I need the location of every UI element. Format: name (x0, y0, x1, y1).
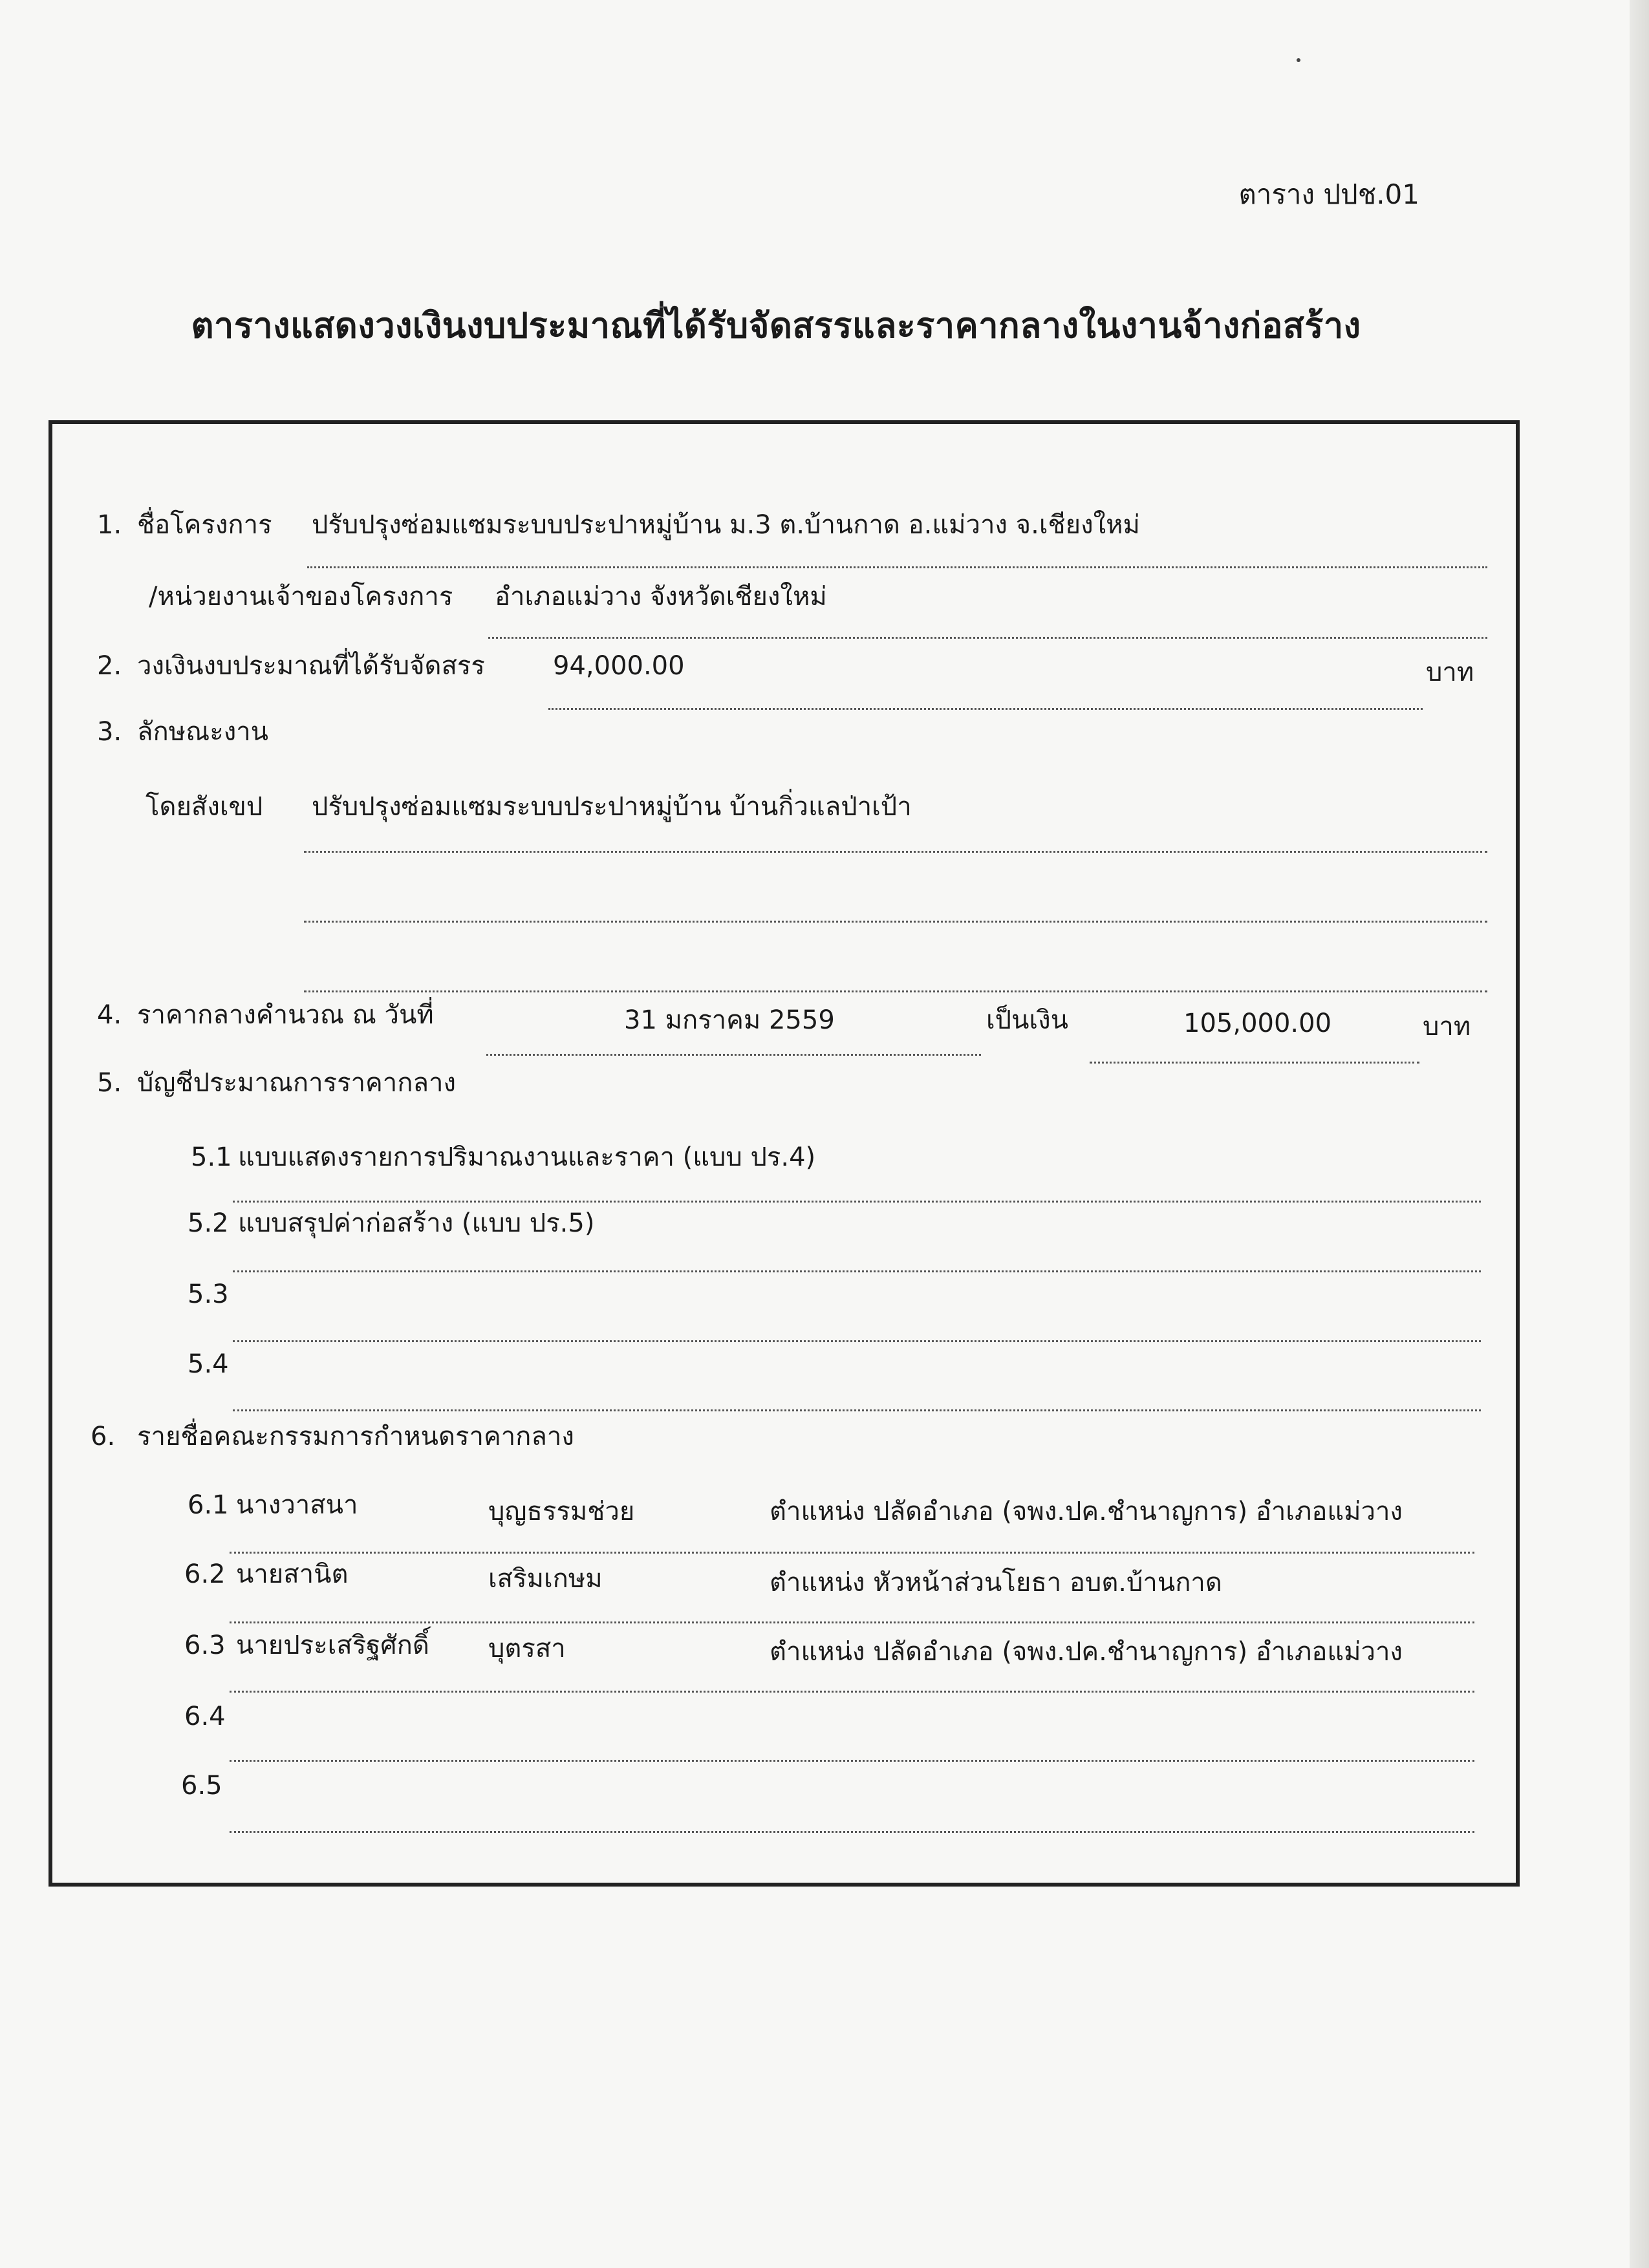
committee-last-name: บุตรสา (488, 1634, 566, 1664)
section3-label: ลักษณะงาน (137, 717, 269, 747)
bill-item-number: 5.3 (188, 1279, 229, 1309)
section1-label: ชื่อโครงการ (137, 510, 272, 540)
bill-item-text: แบบแสดงรายการปริมาณงานและราคา (แบบ ปร.4) (238, 1142, 816, 1172)
owner-value: อำเภอแม่วาง จังหวัดเชียงใหม่ (495, 582, 827, 612)
section6-label: รายชื่อคณะกรรมการกำหนดราคากลาง (137, 1422, 574, 1451)
summary-line-2 (304, 921, 1487, 923)
section3-number: 3. (97, 717, 122, 747)
committee-number: 6.3 (184, 1631, 226, 1660)
form-id: ตาราง ปปช.01 (1238, 178, 1419, 210)
bill-item-text: แบบสรุปค่าก่อสร้าง (แบบ ปร.5) (238, 1208, 595, 1238)
committee-number: 6.4 (184, 1702, 226, 1731)
committee-first-name: นายประเสริฐศักดิ์ (236, 1631, 429, 1660)
section5-number: 5. (97, 1068, 122, 1098)
paper-speck (1297, 58, 1300, 62)
committee-line (230, 1691, 1474, 1693)
section4-number: 4. (97, 1000, 122, 1030)
bill-item-number: 5.4 (188, 1349, 229, 1379)
budget-line (548, 708, 1423, 710)
median-price-date: 31 มกราคม 2559 (624, 1005, 835, 1035)
amount-label: เป็นเงิน (986, 1005, 1068, 1035)
summary-label: โดยสังเขป (146, 792, 263, 822)
committee-line (230, 1621, 1474, 1623)
summary-line-3 (304, 990, 1487, 992)
summary-value: ปรับปรุงซ่อมแซมระบบประปาหมู่บ้าน บ้านกิ่วแลป่าเป้า (312, 792, 912, 822)
section1-number: 1. (97, 510, 122, 540)
owner-label: /หน่วยงานเจ้าของโครงการ (149, 582, 453, 612)
committee-number: 6.1 (188, 1490, 229, 1520)
committee-line (230, 1552, 1474, 1554)
committee-position: ตำแหน่ง ปลัดอำเภอ (จพง.ปค.ชำนาญการ) อำเภอแม่วาง (770, 1637, 1403, 1667)
committee-position: ตำแหน่ง ปลัดอำเภอ (จพง.ปค.ชำนาญการ) อำเภอแม่วาง (770, 1497, 1403, 1526)
committee-last-name: บุญธรรมช่วย (488, 1497, 635, 1526)
budget-unit: บาท (1426, 658, 1474, 687)
owner-line (488, 637, 1487, 639)
bill-item-line (233, 1201, 1481, 1203)
bill-item-number: 5.1 (191, 1142, 232, 1172)
amount-unit: บาท (1423, 1012, 1471, 1042)
summary-line-1 (304, 851, 1487, 853)
committee-number: 6.2 (184, 1559, 226, 1589)
bill-item-line (233, 1340, 1481, 1342)
committee-number: 6.5 (181, 1771, 222, 1801)
budget-value: 94,000.00 (553, 651, 685, 681)
amount-line (1090, 1062, 1419, 1064)
committee-line (230, 1831, 1474, 1833)
section5-label: บัญชีประมาณการราคากลาง (137, 1068, 456, 1098)
bill-item-line (233, 1409, 1481, 1411)
bill-item-line (233, 1270, 1481, 1272)
section2-number: 2. (97, 651, 122, 681)
committee-position: ตำแหน่ง หัวหน้าส่วนโยธา อบต.บ้านกาด (770, 1568, 1222, 1598)
committee-line (230, 1760, 1474, 1762)
section2-label: วงเงินงบประมาณที่ได้รับจัดสรร (137, 651, 485, 681)
date-line (486, 1054, 981, 1056)
committee-last-name: เสริมเกษม (488, 1564, 603, 1594)
project-name-line (307, 566, 1487, 568)
page-title: ตารางแสดงวงเงินงบประมาณที่ได้รับจัดสรรและราคากลางในงานจ้างก่อสร้าง (191, 305, 1361, 346)
page-edge (1630, 0, 1649, 2268)
median-price-amount: 105,000.00 (1183, 1009, 1332, 1038)
project-name-value: ปรับปรุงซ่อมแซมระบบประปาหมู่บ้าน ม.3 ต.บ้านกาด อ.แม่วาง จ.เชียงใหม่ (312, 510, 1140, 540)
bill-item-number: 5.2 (188, 1208, 229, 1238)
section4-label: ราคากลางคำนวณ ณ วันที่ (137, 1000, 434, 1030)
committee-first-name: นางวาสนา (236, 1490, 358, 1520)
committee-first-name: นายสานิต (236, 1559, 349, 1589)
section6-number: 6. (91, 1422, 116, 1451)
